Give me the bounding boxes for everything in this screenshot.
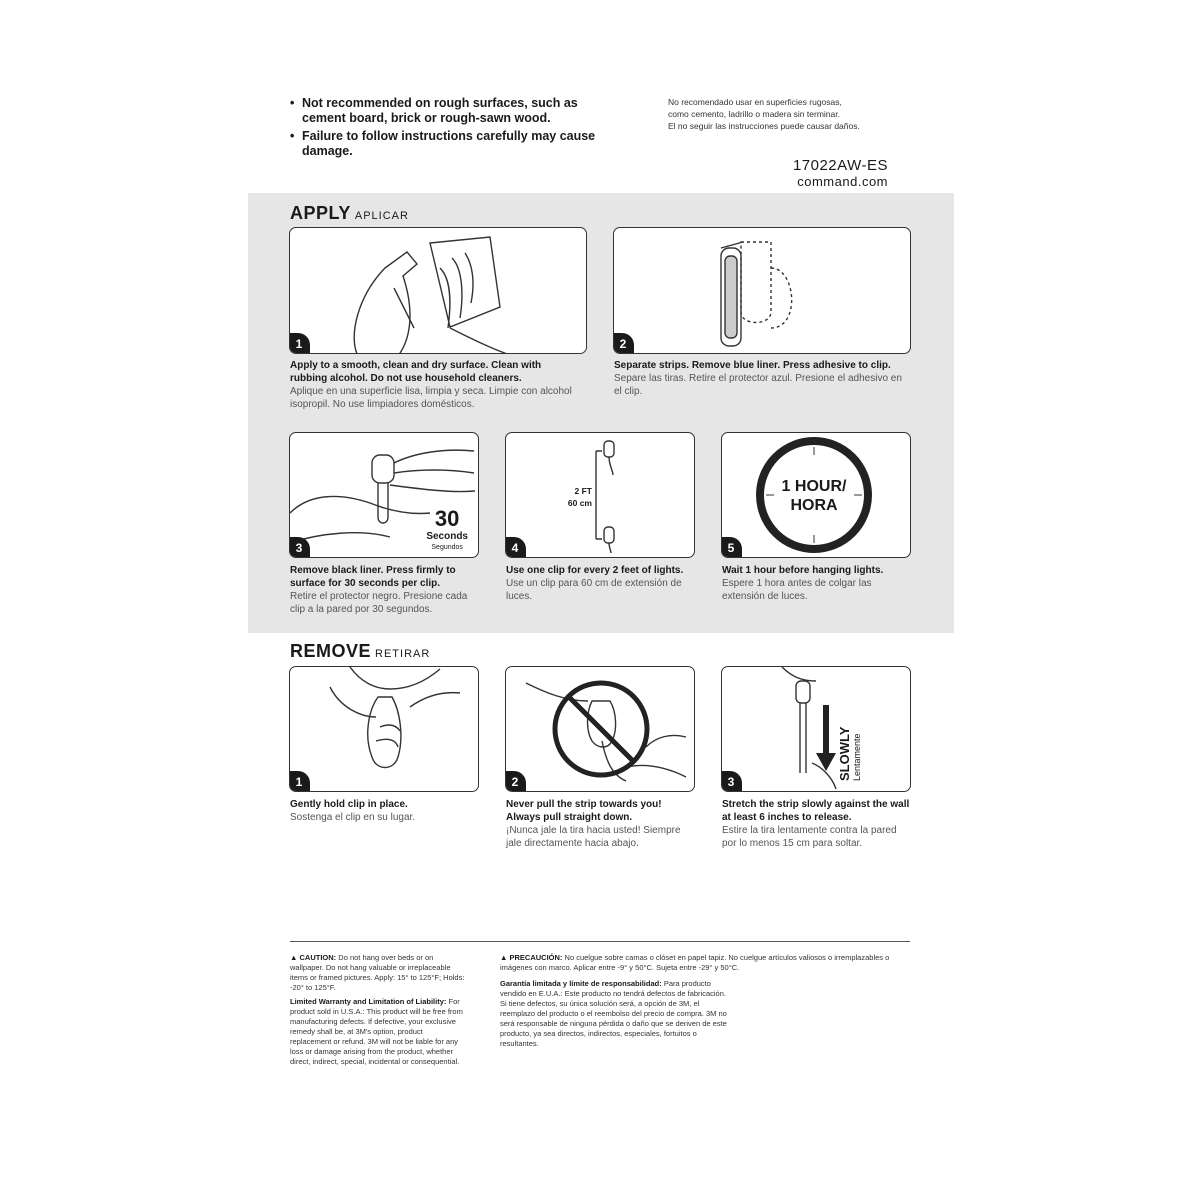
caution-heading-es: PRECAUCIÓN: bbox=[509, 953, 563, 962]
step-instruction-en: Apply to a smooth, clean and dry surface. Clean with rubbing alcohol. Do not use household cleaners. bbox=[290, 360, 542, 384]
step-instruction-es: Separe las tiras. Retire el protector azul. Presione el adhesivo en el clip. bbox=[614, 373, 902, 397]
apply-step-4-illustration bbox=[505, 432, 695, 558]
website: command.com bbox=[797, 174, 888, 189]
apply-step-5-caption bbox=[722, 564, 912, 603]
adhesive-strip-icon bbox=[614, 228, 911, 354]
caution-english bbox=[290, 953, 465, 1067]
remove-step-2-caption bbox=[506, 798, 696, 850]
bottle-and-wipe-icon bbox=[290, 228, 587, 354]
apply-step-2-illustration bbox=[613, 227, 911, 354]
notes-english bbox=[290, 96, 620, 162]
step-instruction-es: ¡Nunca jale la tira hacia usted! Siempre jale directamente hacia abajo. bbox=[506, 825, 681, 849]
step-instruction-en: Remove black liner. Press firmly to surface for 30 seconds per clip. bbox=[290, 565, 456, 589]
warning-icon: ▲ bbox=[500, 953, 510, 962]
step-number-badge: 3 bbox=[289, 537, 310, 558]
step-instruction-es: Estire la tira lentamente contra la pared por lo menos 15 cm para soltar. bbox=[722, 825, 897, 849]
timer-label bbox=[426, 507, 468, 553]
remove-step-1-caption bbox=[290, 798, 480, 824]
step-instruction-en: Use one clip for every 2 feet of lights. bbox=[506, 565, 684, 576]
note-es-line: El no seguir las instrucciones puede causar daños. bbox=[668, 121, 860, 131]
remove-title-es: RETIRAR bbox=[375, 648, 431, 660]
clip-spacing-icon bbox=[506, 433, 695, 558]
notes-spanish bbox=[668, 96, 908, 132]
product-info bbox=[760, 158, 888, 190]
caution-text-es: No cuelgue sobre camas o clóset en papel tapiz. No cuelgue artículos valiosos o irremplazables o imágenes con marco. Aplicar entre -9° y 50°C. Sujeta entre -29° y 50°C. bbox=[500, 953, 890, 972]
distance-label bbox=[542, 485, 592, 509]
timer-value: 30 bbox=[434, 506, 460, 531]
caution-spanish bbox=[500, 953, 912, 1049]
warranty-text: For product sold in U.S.A.: This product will be free from manufacturing defects. If defective, your exclusive remedy shall be, at 3M's option, product replacement or refund. 3M will not be liable for any loss or damage arising from the product, whether direct, indirect, special, incidental or consequential. bbox=[290, 997, 463, 1066]
apply-step-5-illustration bbox=[721, 432, 911, 558]
apply-step-2-caption bbox=[614, 359, 904, 398]
step-instruction-en: Separate strips. Remove blue liner. Press adhesive to clip. bbox=[614, 360, 891, 371]
step-number-badge: 1 bbox=[289, 333, 310, 354]
product-code: 17022AW-ES bbox=[792, 157, 888, 174]
step-instruction-en: Gently hold clip in place. bbox=[290, 799, 408, 810]
warranty-heading-es: Garantía limitada y límite de responsabilidad: bbox=[500, 979, 662, 988]
step-number-badge: 2 bbox=[505, 771, 526, 792]
step-instruction-en: Wait 1 hour before hanging lights. bbox=[722, 565, 884, 576]
note-rough-surfaces: • Not recommended on rough surfaces, such as cement board, brick or rough-sawn wood. bbox=[290, 96, 620, 126]
apply-step-3-caption bbox=[290, 564, 485, 616]
distance-feet: 2 FT bbox=[574, 486, 592, 496]
warranty-heading: Limited Warranty and Limitation of Liability: bbox=[290, 997, 447, 1006]
apply-title-es: APLICAR bbox=[354, 210, 409, 222]
stretch-strip-icon bbox=[722, 667, 911, 792]
clock-line-2: HORA bbox=[790, 497, 838, 514]
apply-step-4-caption bbox=[506, 564, 696, 603]
step-number-badge: 5 bbox=[721, 537, 742, 558]
remove-step-3-illustration bbox=[721, 666, 911, 792]
apply-step-3-illustration bbox=[289, 432, 479, 558]
step-number-badge: 2 bbox=[613, 333, 634, 354]
step-instruction-es: Espere 1 hora antes de colgar las extensión de luces. bbox=[722, 578, 872, 602]
step-number-badge: 4 bbox=[505, 537, 526, 558]
note-es-line: No recomendado usar en superficies rugosas, bbox=[668, 97, 842, 107]
step-instruction-es: Sostenga el clip en su lugar. bbox=[290, 812, 416, 823]
caution-text: Do not hang over beds or on wallpaper. Do not hang valuable or irreplaceable items or framed pictures. Apply: 15° to 125°F; Holds: -20° to 125°F. bbox=[290, 953, 465, 992]
step-instruction-es: Use un clip para 60 cm de extensión de luces. bbox=[506, 578, 682, 602]
step-instruction-en: Never pull the strip towards you! Always pull straight down. bbox=[506, 799, 662, 823]
apply-heading bbox=[290, 203, 409, 224]
step-number-badge: 3 bbox=[721, 771, 742, 792]
step-instruction-es: Retire el protector negro. Presione cada clip a la pared por 30 segundos. bbox=[290, 591, 468, 615]
apply-title: APPLY bbox=[290, 203, 351, 223]
warning-icon: ▲ bbox=[290, 953, 300, 962]
slowly-text-es: Lentamente bbox=[852, 733, 862, 781]
remove-step-1-illustration bbox=[289, 666, 479, 792]
remove-step-2-illustration bbox=[505, 666, 695, 792]
distance-cm: 60 cm bbox=[567, 498, 592, 508]
clock-line-1: 1 HOUR/ bbox=[781, 478, 847, 495]
step-instruction-es: Aplique en una superficie lisa, limpia y seca. Limpie con alcohol isopropil. No use limpiadores domésticos. bbox=[290, 386, 572, 410]
hold-clip-hand-icon bbox=[290, 667, 479, 792]
remove-heading bbox=[290, 641, 430, 662]
step-instruction-en: Stretch the strip slowly against the wall at least 6 inches to release. bbox=[722, 799, 910, 823]
remove-step-3-caption bbox=[722, 798, 912, 850]
prohibited-pull-icon bbox=[506, 667, 695, 792]
warranty-text-es: Para producto vendido en E.U.A.: Este producto no tendrá defectos de fabricación. Si tiene defectos, su única solución será, a opción de 3M, el reemplazo del producto o el reembolso del precio de compra. 3M no será responsable de ninguna pérdida o daño que se deriven de este producto, ya sea directos, indirectos, especiales, fortuitos o resultantes. bbox=[500, 979, 727, 1048]
remove-title: REMOVE bbox=[290, 641, 372, 661]
footer-divider bbox=[290, 941, 910, 942]
clock-label bbox=[764, 477, 864, 515]
slowly-label bbox=[837, 701, 862, 781]
note-follow-instructions: • Failure to follow instructions carefully may cause damage. bbox=[290, 129, 620, 159]
note-es-line: como cemento, ladrillo o madera sin terminar. bbox=[668, 109, 840, 119]
apply-step-1-caption bbox=[290, 359, 580, 411]
timer-unit: Seconds bbox=[426, 531, 468, 542]
timer-unit-es: Segundos bbox=[431, 544, 463, 551]
step-number-badge: 1 bbox=[289, 771, 310, 792]
apply-step-1-illustration bbox=[289, 227, 587, 354]
caution-heading: CAUTION: bbox=[299, 953, 337, 962]
slowly-text: SLOWLY bbox=[837, 726, 852, 781]
